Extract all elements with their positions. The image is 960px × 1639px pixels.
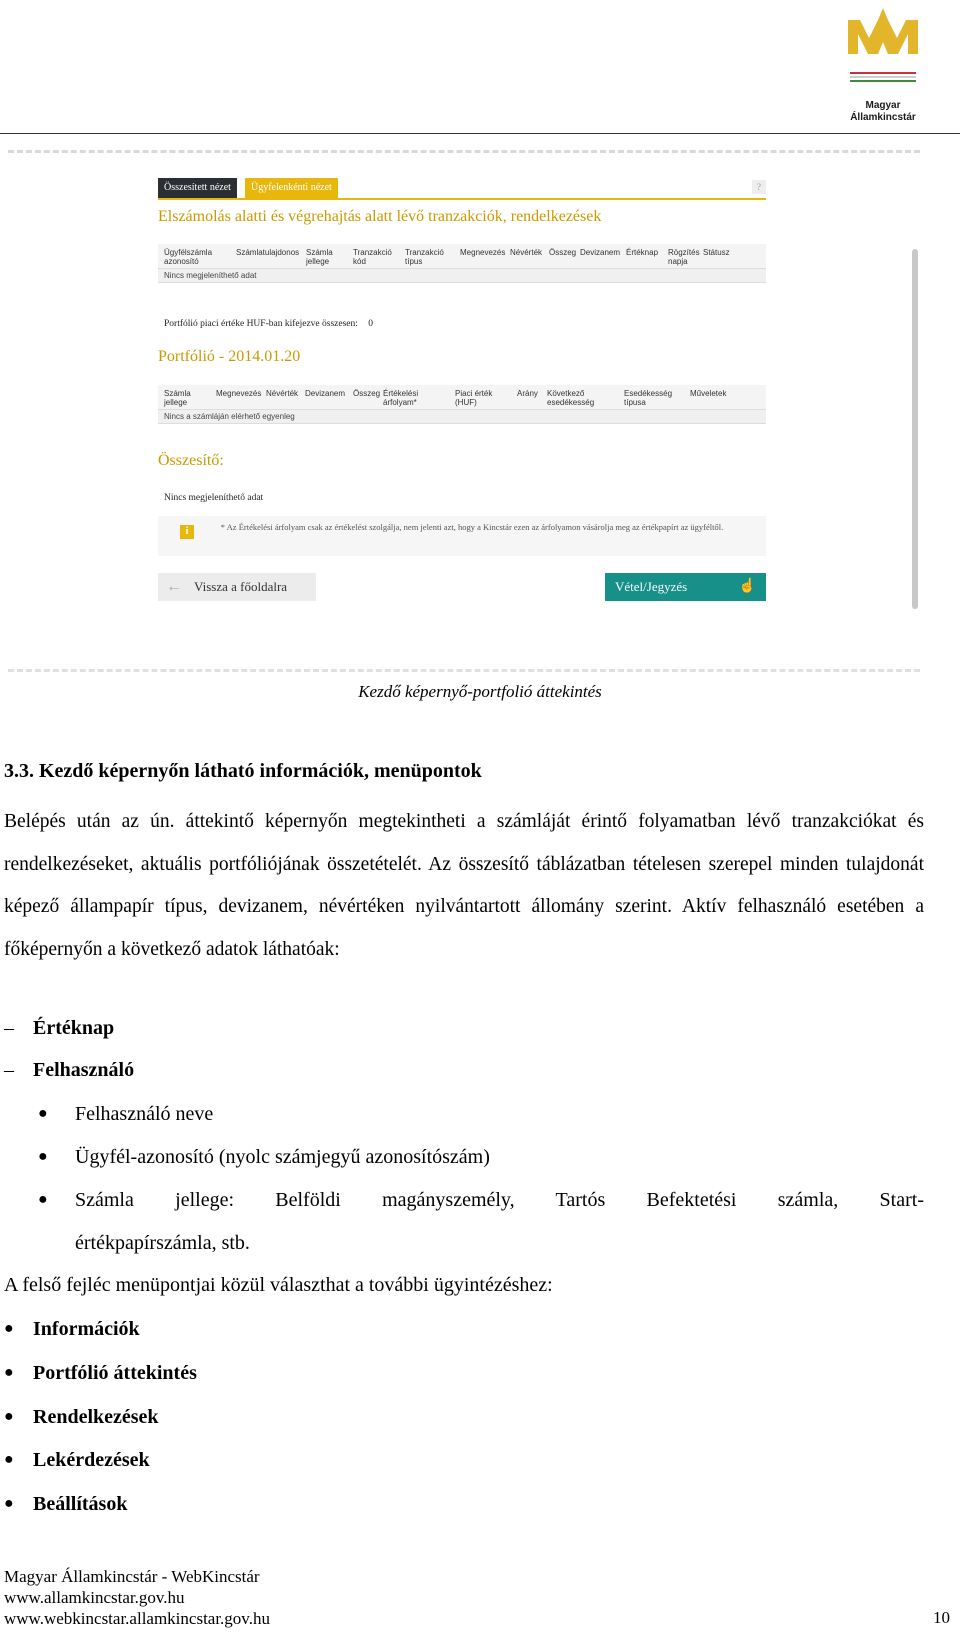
dash-marker: – — [4, 1059, 14, 1081]
footer-line-org: Magyar Államkincstár - WebKincstár — [4, 1567, 260, 1586]
column-header[interactable]: Megnevezés — [216, 389, 262, 398]
portfolio-empty-row: Nincs a számláján elérhető egyenleg — [158, 410, 766, 424]
column-header[interactable]: Értéknap — [626, 248, 659, 257]
column-header[interactable]: Piaci érték (HUF) — [455, 389, 493, 407]
column-header[interactable]: Megnevezés — [460, 248, 506, 257]
column-header[interactable]: Tranzakció kód — [353, 248, 392, 266]
column-header[interactable]: Számlatulajdonos — [236, 248, 300, 257]
info-icon: i — [180, 525, 194, 539]
dash-item-value-date: Értéknap — [33, 1017, 115, 1039]
menu-item-portfolio-overview: Portfólió áttekintés — [33, 1362, 197, 1384]
bullet-marker: ● — [38, 1191, 48, 1208]
column-header[interactable]: Számla jellege — [164, 389, 191, 407]
menu-item-settings: Beállítások — [33, 1493, 128, 1515]
column-header[interactable]: Számla jellege — [306, 248, 333, 266]
transactions-table-header — [158, 244, 766, 269]
dash-item-user: Felhasználó — [33, 1059, 135, 1081]
sub-item-account-type-continued: értékpapírszámla, stb. — [75, 1232, 250, 1254]
scrollbar[interactable] — [912, 249, 918, 609]
bullet-marker: ● — [38, 1105, 48, 1122]
column-header[interactable]: Arány — [517, 389, 538, 398]
menu-item-information: Információk — [33, 1318, 140, 1340]
note-box — [158, 516, 766, 556]
bullet-marker: ● — [38, 1148, 48, 1165]
figure-caption: Kezdő képernyő-portfolió áttekintés — [358, 682, 602, 701]
hand-icon: ☝ — [738, 579, 756, 594]
logo-text-line2: Államkincstár — [850, 112, 916, 123]
embedded-screenshot — [8, 150, 920, 672]
bullet-marker: ● — [4, 1364, 14, 1381]
bullet-marker: ● — [4, 1495, 14, 1512]
transactions-title: Elszámolás alatti és végrehajtás alatt lévő tranzakciók, rendelkezések — [158, 208, 602, 225]
tab-per-client-view[interactable]: Ügyfelenkénti nézet — [245, 178, 338, 198]
portfolio-value: 0 — [368, 319, 374, 329]
column-header[interactable]: Műveletek — [690, 389, 727, 398]
column-header[interactable]: Összeg — [549, 248, 577, 257]
portfolio-value-summary — [164, 319, 373, 329]
column-header[interactable]: Devizanem — [305, 389, 346, 398]
logo-text-line1: Magyar — [865, 100, 901, 111]
footer-line-url1: www.allamkincstar.gov.hu — [4, 1588, 185, 1607]
bullet-marker: ● — [4, 1320, 14, 1337]
column-header[interactable]: Devizanem — [580, 248, 621, 257]
arrow-left-icon: ← — [166, 578, 182, 595]
note-text: * Az Értékelési árfolyam csak az értékelést szolgálja, nem jelenti azt, hogy a Kincstár ezen az árfolyamon vásárolja meg az értékpapírt az ügyféltől. — [220, 522, 724, 532]
sub-item-account-type: Számla jellege: Belföldi magányszemély, Tartós Befektetési számla, Start- — [75, 1189, 924, 1211]
logo-icon — [848, 4, 918, 56]
portfolio-table-header — [158, 385, 766, 410]
header-divider — [0, 133, 960, 134]
menu-item-orders: Rendelkezések — [33, 1406, 159, 1428]
sub-item-user-name: Felhasználó neve — [75, 1103, 214, 1125]
menu-intro-text: A felső fejléc menüpontjai közül választhat a további ügyintézéshez: — [4, 1274, 553, 1296]
column-header[interactable]: Tranzakció típus — [405, 248, 444, 266]
column-header[interactable]: Rögzítés napja — [668, 248, 700, 266]
section-heading: 3.3. Kezdő képernyőn látható információk, menüpontok — [4, 760, 482, 782]
page-footer — [4, 1566, 270, 1629]
back-button-label: Vissza a főoldalra — [194, 579, 288, 594]
portfolio-title: Portfólió - 2014.01.20 — [158, 348, 301, 365]
logo-flag-stripes — [850, 72, 916, 84]
logo-text — [838, 100, 928, 124]
column-header[interactable]: Státusz — [703, 248, 730, 257]
summary-empty-text: Nincs megjeleníthető adat — [164, 493, 264, 503]
body-paragraph: Belépés után az ún. áttekintő képernyőn megtekintheti a számláját érintő folyamatban lévő tranzakciókat és rendelkezéseket, aktuális portfóliójának összetételét. Az összesítő táblázatban tételesen szerepel minden tulajdonát képező állampapír típus, devizanem, névértéken nyilvántartott állomány szerint. Aktív felhasználó esetében a főképernyőn a következő adatok láthatóak: — [4, 811, 924, 960]
bullet-marker: ● — [4, 1408, 14, 1425]
menu-item-queries: Lekérdezések — [33, 1449, 150, 1471]
buy-subscribe-button[interactable] — [605, 573, 766, 601]
column-header[interactable]: Ügyfélszámla azonosító — [164, 248, 213, 266]
sub-item-client-id: Ügyfél-azonosító (nyolc számjegyű azonosítószám) — [75, 1146, 490, 1168]
dash-marker: – — [4, 1017, 14, 1039]
column-header[interactable]: Névérték — [510, 248, 543, 257]
footer-line-url2: www.webkincstar.allamkincstar.gov.hu — [4, 1609, 270, 1628]
portfolio-value-label: Portfólió piaci értéke HUF-ban kifejezve összesen: — [164, 319, 358, 329]
column-header[interactable]: Összeg — [353, 389, 381, 398]
summary-title: Összesítő: — [158, 452, 224, 469]
column-header[interactable]: Értékelési árfolyam* — [383, 389, 419, 407]
column-header[interactable]: Névérték — [266, 389, 299, 398]
tab-aggregated-view[interactable]: Összesített nézet — [158, 178, 237, 198]
bullet-marker: ● — [4, 1451, 14, 1468]
buy-button-label: Vétel/Jegyzés — [615, 579, 688, 594]
page-number: 10 — [933, 1608, 950, 1627]
view-tabs — [158, 178, 766, 200]
column-header[interactable]: Esedékesség típusa — [624, 389, 673, 407]
column-header[interactable]: Következő esedékesség — [547, 389, 595, 407]
back-to-home-button[interactable] — [158, 573, 316, 601]
help-icon[interactable]: ? — [752, 180, 766, 194]
transactions-empty-row: Nincs megjeleníthető adat — [158, 269, 766, 283]
